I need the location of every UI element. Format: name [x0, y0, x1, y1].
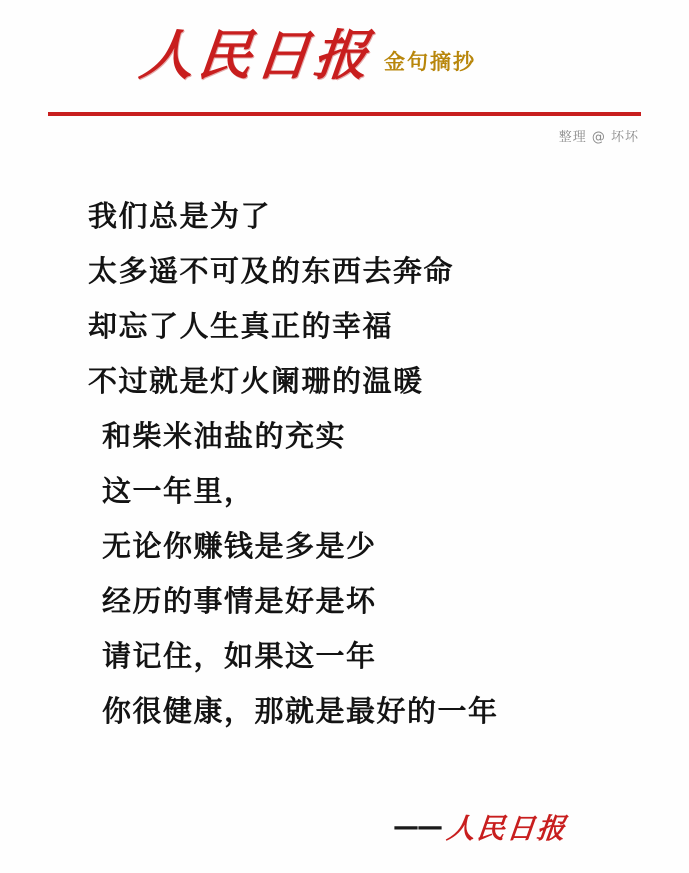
masthead	[136, 23, 476, 87]
poem-line: 经历的事情是好是坏	[102, 584, 377, 618]
poem-line: 无论你赚钱是多是少	[102, 529, 377, 563]
poem-line: 我们总是为了	[88, 199, 272, 233]
poem-line: 太多遥不可及的东西去奔命	[88, 254, 455, 288]
poem-line: 却忘了人生真正的幸福	[88, 309, 394, 343]
poem-line: 请记住，如果这一年	[102, 639, 377, 673]
poem-body	[0, 199, 689, 728]
masthead-subtitle: 金句摘抄	[384, 50, 476, 74]
signature-dash: ——	[392, 812, 441, 842]
poem-line: 这一年里，	[102, 474, 255, 508]
header	[0, 0, 689, 150]
header-divider	[48, 112, 641, 116]
signature	[393, 807, 567, 847]
masthead-logo: 人民日报	[136, 23, 376, 87]
poem-line: 你很健康，那就是最好的一年	[102, 694, 499, 728]
signature-name: 人民日报	[445, 812, 569, 845]
poem-line: 不过就是灯火阑珊的温暖	[88, 364, 424, 398]
poem-line: 和柴米油盐的充实	[102, 419, 347, 453]
credit-line: 整理 @ 坏坏	[558, 130, 639, 145]
